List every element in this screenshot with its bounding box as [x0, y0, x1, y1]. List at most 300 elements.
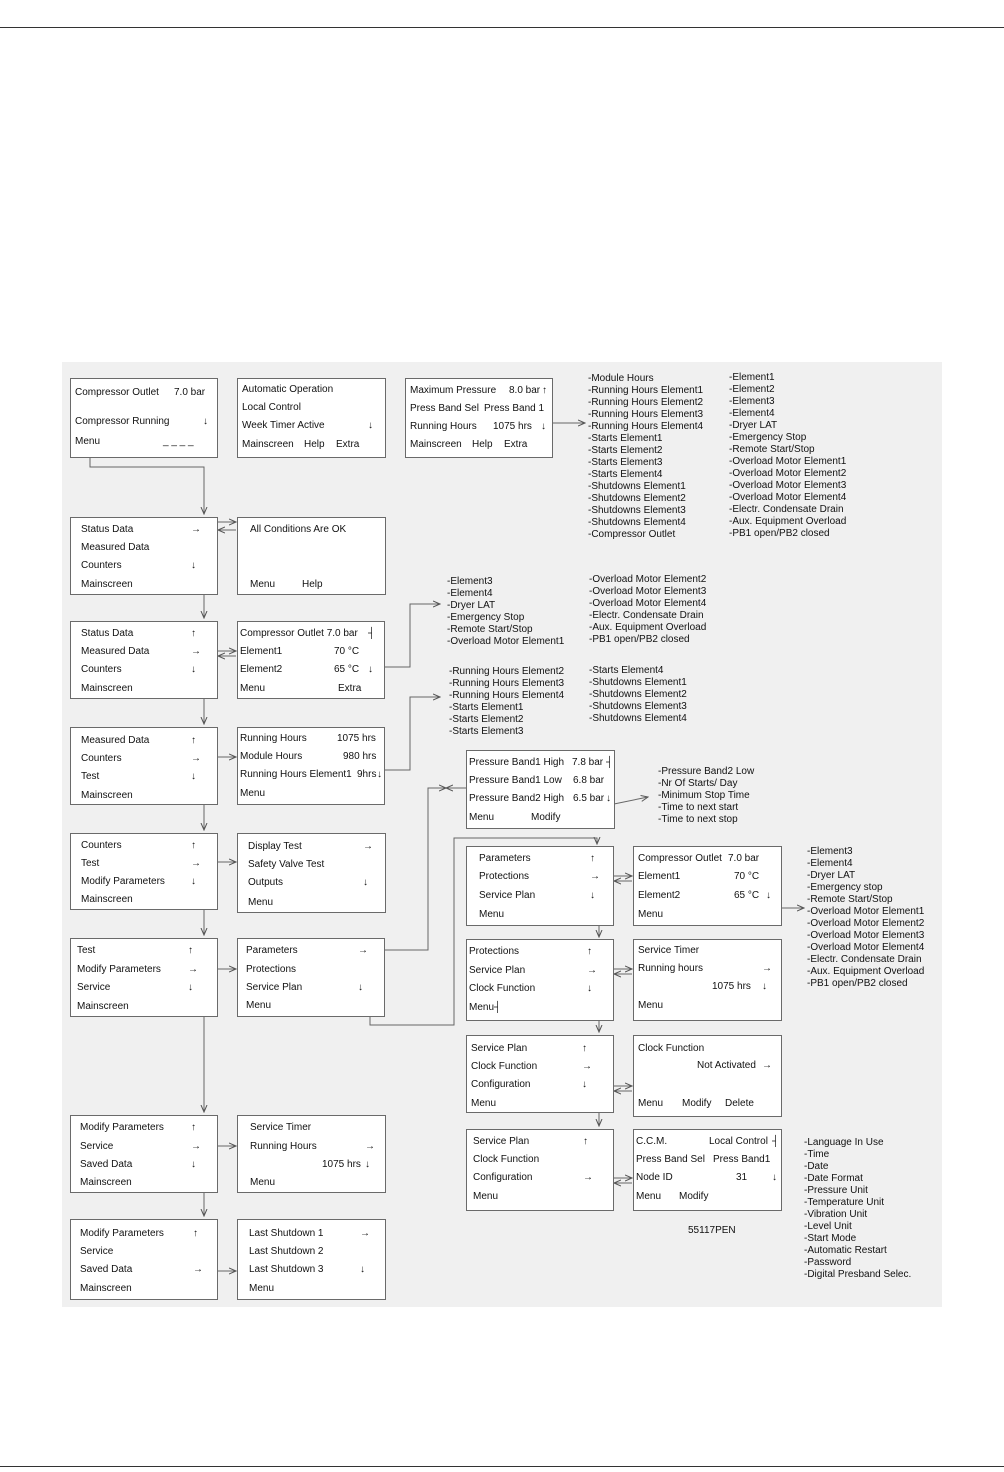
arrow-down-icon[interactable]: ↓ [541, 421, 546, 432]
arrow-up-icon[interactable]: ↑ [191, 735, 196, 746]
menu-item-measured-data[interactable]: Measured Data [81, 735, 150, 746]
list-item: -Starts Element2 [449, 714, 524, 725]
list-item: -Shutdowns Element3 [589, 701, 687, 712]
counters-list-b [589, 665, 687, 725]
menu-item-modify-parameters[interactable]: Modify Parameters [80, 1122, 164, 1133]
list-item: -Running Hours Element3 [449, 678, 565, 689]
status-message: All Conditions Are OK [250, 524, 347, 535]
parameters-item[interactable]: Parameters [246, 945, 298, 956]
saved-menu-box[interactable] [70, 1219, 218, 1300]
list-item: -Shutdowns Element2 [588, 493, 686, 504]
configuration-menu-box[interactable] [466, 1129, 614, 1211]
menu-item-mainscreen[interactable]: Mainscreen [80, 1283, 132, 1294]
list-item: -Electr. Condensate Drain [807, 954, 922, 965]
extra-hours-list [588, 373, 703, 541]
list-item: -Element3 [807, 846, 853, 857]
help-button[interactable]: Help [304, 439, 325, 450]
list-item: -Overload Motor Element3 [589, 586, 707, 597]
list-item: -Temperature Unit [804, 1197, 885, 1208]
list-item: -Overload Motor Element1 [807, 906, 925, 917]
list-item: -Automatic Restart [804, 1245, 887, 1256]
clock-function-box[interactable] [633, 1035, 782, 1117]
document-code: 55117PEN [688, 1225, 736, 1236]
ccm-label: C.C.M. [636, 1136, 668, 1147]
menu-button[interactable]: Menu┤ [469, 1002, 502, 1013]
list-item: -Level Unit [804, 1221, 852, 1232]
list-item: -Remote Start/Stop [807, 894, 893, 905]
arrow-right-icon[interactable]: → [191, 524, 201, 535]
modify-menu-box[interactable] [70, 938, 218, 1017]
main-menu-box[interactable] [237, 378, 386, 458]
menu-item-counters[interactable]: Counters [81, 840, 122, 851]
menu-button[interactable]: Menu [638, 1000, 664, 1011]
menu-button[interactable]: Menu [638, 909, 664, 920]
menu-item-service-plan[interactable]: Service Plan [471, 1043, 528, 1054]
running-hours-value: 1075 hrs [322, 1159, 361, 1170]
press-band-sel-label: Press Band Sel [636, 1154, 705, 1165]
scroll-end-icon: ┤ [606, 757, 614, 768]
list-item: -Starts Element3 [449, 726, 524, 737]
pb1-low-label: Pressure Band1 Low [469, 775, 562, 786]
measured-menu-box[interactable] [70, 621, 218, 699]
menu-item-measured-data[interactable]: Measured Data [81, 646, 150, 657]
extra-button[interactable]: Extra [504, 439, 528, 450]
menu-item-configuration[interactable]: Configuration [473, 1172, 533, 1183]
arrow-down-icon[interactable]: ↓ [368, 664, 373, 675]
element1-label: Element1 [240, 646, 283, 657]
list-item: -Dryer LAT [807, 870, 856, 881]
extra-button[interactable]: Extra [336, 439, 360, 450]
modify-button[interactable]: Modify [531, 812, 561, 823]
service-plan-item[interactable]: Service Plan [246, 982, 303, 993]
node-id-label: Node ID [636, 1172, 673, 1183]
list-item: -Running Hours Element3 [588, 409, 704, 420]
main-screen-box[interactable] [70, 378, 218, 458]
menu-item-mainscreen[interactable]: Mainscreen [81, 579, 133, 590]
arrow-down-icon[interactable]: ↓ [191, 876, 196, 887]
arrow-up-icon[interactable]: ↑ [191, 840, 196, 851]
bottom-rule [0, 1466, 1004, 1467]
list-item: -Shutdowns Element1 [589, 677, 687, 688]
arrow-right-icon[interactable]: → [191, 1141, 201, 1152]
list-item: -Overload Motor Element1 [729, 456, 847, 467]
scroll-end-icon: ┤ [772, 1136, 780, 1147]
list-item: -Emergency stop [807, 882, 883, 893]
measured-data-box[interactable] [237, 621, 385, 699]
list-item: -Element4 [807, 858, 853, 869]
list-item: -PB1 open/PB2 closed [807, 978, 908, 989]
list-item: -Starts Element1 [588, 433, 663, 444]
help-button[interactable]: Help [472, 439, 493, 450]
arrow-down-icon[interactable]: ↓ [368, 420, 373, 431]
menu-label[interactable]: Menu [75, 436, 101, 447]
modify-button[interactable]: Modify [679, 1191, 709, 1202]
arrow-right-icon[interactable]: → [583, 1172, 593, 1183]
arrow-down-icon[interactable]: ↓ [766, 890, 771, 901]
top-rule [0, 27, 1004, 28]
menu-item-service-plan[interactable]: Service Plan [473, 1136, 530, 1147]
arrow-up-icon[interactable]: ↑ [542, 385, 547, 396]
element2-label: Element2 [240, 664, 283, 675]
list-item: -Overload Motor Element4 [729, 492, 847, 503]
list-item: -Aux. Equipment Overload [729, 516, 847, 527]
pb1-high-label: Pressure Band1 High [469, 757, 565, 768]
arrow-down-icon[interactable]: ↓ [191, 1159, 196, 1170]
menu-item-clock-function[interactable]: Clock Function [469, 983, 536, 994]
list-item: -Starts Element4 [588, 469, 663, 480]
arrow-right-icon[interactable]: → [191, 753, 201, 764]
saved-data-box[interactable] [237, 1219, 386, 1300]
counters-menu-box[interactable] [70, 727, 218, 805]
list-item: -Shutdowns Element1 [588, 481, 686, 492]
arrow-up-icon[interactable]: ↑ [587, 946, 592, 957]
menu-item-saved-data[interactable]: Saved Data [80, 1264, 133, 1275]
list-item: -Running Hours Element1 [588, 385, 704, 396]
arrow-down-icon[interactable]: ↓ [365, 1159, 370, 1170]
element1-hours-value: 9hrs [357, 769, 377, 780]
list-item: -Emergency Stop [729, 432, 807, 443]
mode-text: Automatic Operation [242, 384, 334, 395]
delete-button[interactable]: Delete [725, 1098, 754, 1109]
safety-valve-test-item[interactable]: Safety Valve Test [248, 859, 325, 870]
menu-item-mainscreen[interactable]: Mainscreen [80, 1177, 132, 1188]
arrow-right-icon[interactable]: → [360, 1228, 370, 1239]
arrow-right-icon[interactable]: → [762, 963, 772, 974]
list-item: -Dryer LAT [447, 600, 496, 611]
modify-params-box[interactable] [237, 938, 385, 1017]
arrow-right-icon[interactable]: → [358, 945, 368, 956]
service-timer-label: Service Timer [250, 1122, 312, 1133]
extra-button[interactable]: Extra [338, 683, 362, 694]
counters-list-a [449, 666, 564, 738]
protections-menu-box[interactable] [466, 939, 614, 1021]
press-band-value: Press Band 1 [484, 403, 545, 414]
menu-item-status-data[interactable]: Status Data [81, 628, 134, 639]
counters-box[interactable] [237, 727, 385, 805]
menu-item-mainscreen[interactable]: Mainscreen [81, 790, 133, 801]
clock-function-title: Clock Function [638, 1043, 705, 1054]
outlet-value: 7.0 bar [174, 387, 206, 398]
menu-item-parameters[interactable]: Parameters [479, 853, 531, 864]
list-item: -Element4 [729, 408, 775, 419]
arrow-down-icon[interactable]: ↓ [191, 560, 196, 571]
menu-button[interactable]: Menu [636, 1191, 662, 1202]
menu-item-modify-parameters[interactable]: Modify Parameters [77, 964, 161, 975]
list-item: -Overload Motor Element4 [807, 942, 925, 953]
arrow-up-icon[interactable]: ↑ [193, 1228, 198, 1239]
menu-button[interactable]: Menu [469, 812, 495, 823]
element2-value: 65 °C [334, 664, 360, 675]
list-item: -Vibration Unit [804, 1209, 868, 1220]
list-item: -Password [804, 1257, 852, 1268]
max-pressure-label: Maximum Pressure [410, 385, 497, 396]
menu-item-service[interactable]: Service [77, 982, 111, 993]
press-band-value: Press Band1 [713, 1154, 771, 1165]
display-test-item[interactable]: Display Test [248, 841, 302, 852]
menu-item-protections[interactable]: Protections [479, 871, 530, 882]
pb1-high-value: 7.8 bar [572, 757, 604, 768]
list-item: -Element3 [447, 576, 493, 587]
running-hours-label: Running Hours [250, 1141, 317, 1152]
running-hours-value: 1075 hrs [337, 733, 376, 744]
node-id-value: 31 [736, 1172, 748, 1183]
pb1-low-value: 6.8 bar [573, 775, 605, 786]
list-item: -Pressure Unit [804, 1185, 868, 1196]
measured-list-a [447, 576, 564, 648]
test-menu-box[interactable] [70, 833, 218, 910]
menu-item-service-plan[interactable]: Service Plan [469, 965, 526, 976]
running-status: Compressor Running [75, 416, 170, 427]
list-item: -Starts Element1 [449, 702, 524, 713]
running-hours-label: Running Hours [240, 733, 307, 744]
module-hours-label: Module Hours [240, 751, 303, 762]
menu-button[interactable]: Menu [249, 1283, 275, 1294]
mainscreen-button[interactable]: Mainscreen [410, 439, 462, 450]
list-item: -Time to next stop [658, 814, 738, 825]
list-item: -Shutdowns Element4 [589, 713, 687, 724]
menu-button[interactable]: Menu [473, 1191, 499, 1202]
menu-button[interactable]: Menu [471, 1098, 497, 1109]
modify-button[interactable]: Modify [682, 1098, 712, 1109]
control-text: Local Control [242, 402, 301, 413]
parameters-menu-box[interactable] [466, 846, 614, 926]
list-item: -Module Hours [588, 373, 654, 384]
dashes: _ _ _ _ [163, 436, 194, 447]
menu-button[interactable]: Menu [638, 1098, 664, 1109]
arrow-down-icon[interactable]: ↓ [772, 1172, 777, 1183]
status-menu-box[interactable] [70, 517, 218, 595]
list-item: -Overload Motor Element2 [589, 574, 707, 585]
menu-item-status-data[interactable]: Status Data [81, 524, 134, 535]
pressure-band-box[interactable] [466, 750, 615, 829]
menu-item-clock-function[interactable]: Clock Function [473, 1154, 540, 1165]
list-item: -Element1 [729, 372, 775, 383]
press-band-sel-label: Press Band Sel [410, 403, 479, 414]
list-item: -Element4 [447, 588, 493, 599]
configuration-more-list [804, 1137, 911, 1281]
arrow-right-icon[interactable]: → [191, 858, 201, 869]
service-plan-box[interactable] [633, 939, 782, 1021]
arrow-right-icon[interactable]: → [188, 964, 198, 975]
list-item: -Running Hours Element2 [449, 666, 565, 677]
test-box[interactable] [237, 833, 386, 913]
list-item: -Element3 [729, 396, 775, 407]
arrow-up-icon[interactable]: ↑ [583, 1136, 588, 1147]
menu-item-modify-parameters[interactable]: Modify Parameters [80, 1228, 164, 1239]
menu-item-configuration[interactable]: Configuration [471, 1079, 531, 1090]
menu-button[interactable]: Menu [240, 788, 266, 799]
menu-item-mainscreen[interactable]: Mainscreen [77, 1001, 129, 1012]
list-item: -Start Mode [804, 1233, 857, 1244]
menu-item-service-plan[interactable]: Service Plan [479, 890, 536, 901]
element1-label: Element1 [638, 871, 681, 882]
arrow-right-icon[interactable]: → [582, 1061, 592, 1072]
list-item: -Remote Start/Stop [729, 444, 815, 455]
last-shutdown-1[interactable]: Last Shutdown 1 [249, 1228, 324, 1239]
protections-item[interactable]: Protections [246, 964, 297, 975]
list-item: -Emergency Stop [447, 612, 525, 623]
menu-item-protections[interactable]: Protections [469, 946, 520, 957]
list-item: -Time [804, 1149, 830, 1160]
protections-box[interactable] [633, 846, 782, 926]
list-item: -Starts Element2 [588, 445, 663, 456]
list-item: -Digital Presband Selec. [804, 1269, 912, 1280]
menu-item-modify-parameters[interactable]: Modify Parameters [81, 876, 165, 887]
element2-label: Element2 [638, 890, 681, 901]
list-item: -Electr. Condensate Drain [589, 610, 704, 621]
arrow-down-icon[interactable]: ↓ [191, 664, 196, 675]
compressor-outlet-value: 7.0 bar [728, 853, 760, 864]
list-item: -Overload Motor Element4 [589, 598, 707, 609]
mainscreen-button[interactable]: Mainscreen [242, 439, 294, 450]
menu-button[interactable]: Menu [250, 579, 276, 590]
list-item: -Compressor Outlet [588, 529, 676, 540]
list-item: -Running Hours Element2 [588, 397, 704, 408]
status-ok-box[interactable] [237, 517, 386, 595]
arrow-down-icon[interactable]: ↓ [590, 890, 595, 901]
arrow-down-icon[interactable]: ↓ [762, 981, 767, 992]
last-shutdown-2[interactable]: Last Shutdown 2 [249, 1246, 324, 1257]
service-menu-box[interactable] [70, 1115, 218, 1193]
arrow-right-icon[interactable]: → [587, 965, 597, 976]
configuration-box[interactable] [633, 1129, 782, 1211]
compressor-outlet-label: Compressor Outlet [638, 853, 722, 864]
menu-button[interactable]: Menu [246, 1000, 272, 1011]
list-item: -PB1 open/PB2 closed [729, 528, 830, 539]
running-hours-value: 1075 hrs [712, 981, 751, 992]
arrow-right-icon[interactable]: → [193, 1264, 203, 1275]
menu-button[interactable]: Menu [250, 1177, 276, 1188]
list-item: -Nr Of Starts/ Day [658, 778, 738, 789]
help-button[interactable]: Help [302, 579, 323, 590]
outputs-item[interactable]: Outputs [248, 877, 284, 888]
list-item: -Minimum Stop Time [658, 790, 750, 801]
list-item: -Aux. Equipment Overload [807, 966, 925, 977]
arrow-up-icon[interactable]: ↑ [191, 628, 196, 639]
arrow-down-icon[interactable]: ↓ [587, 983, 592, 994]
menu-item-counters[interactable]: Counters [81, 560, 122, 571]
menu-item-service[interactable]: Service [80, 1141, 114, 1152]
timer-text: Week Timer Active [242, 420, 325, 431]
element1-hours-label: Running Hours Element1 [240, 769, 352, 780]
arrow-down-icon[interactable]: ↓ [582, 1079, 587, 1090]
protections-more-list [807, 846, 924, 990]
menu-item-mainscreen[interactable]: Mainscreen [81, 894, 133, 905]
list-item: -Time to next start [658, 802, 739, 813]
menu-button[interactable]: Menu [240, 683, 266, 694]
running-hours-label: Running Hours [410, 421, 477, 432]
arrow-up-icon[interactable]: ↑ [191, 1122, 196, 1133]
service-plan-menu-box[interactable] [466, 1035, 614, 1113]
menu-item-test[interactable]: Test [81, 858, 100, 869]
pb2-high-value: 6.5 bar [573, 793, 605, 804]
list-item: -Overload Motor Element1 [447, 636, 565, 647]
arrow-down-icon[interactable]: ↓ [360, 1264, 365, 1275]
arrow-up-icon[interactable]: ↑ [188, 945, 193, 956]
arrow-right-icon[interactable]: → [191, 646, 201, 657]
list-item: -Shutdowns Element2 [589, 689, 687, 700]
service-box[interactable] [237, 1115, 386, 1193]
list-item: -Remote Start/Stop [447, 624, 533, 635]
menu-item-saved-data[interactable]: Saved Data [80, 1159, 133, 1170]
list-item: -Electr. Condensate Drain [729, 504, 844, 515]
outlet-reading: Compressor Outlet 7.0 bar [240, 628, 358, 639]
list-item: -Language In Use [804, 1137, 884, 1148]
element2-value: 65 °C [734, 890, 760, 901]
arrow-right-icon[interactable]: → [590, 871, 600, 882]
arrow-down-icon[interactable]: ↓ [606, 793, 611, 804]
element1-value: 70 °C [334, 646, 360, 657]
arrow-up-icon[interactable]: ↑ [582, 1043, 587, 1054]
arrow-right-icon[interactable]: → [365, 1141, 375, 1152]
arrow-down-icon[interactable]: ↓ [203, 416, 208, 427]
clock-status: Not Activated [697, 1060, 756, 1071]
service-timer-label: Service Timer [638, 945, 700, 956]
list-item: -Date Format [804, 1173, 863, 1184]
list-item: -PB1 open/PB2 closed [589, 634, 690, 645]
list-item: -Starts Element3 [588, 457, 663, 468]
list-item: -Date [804, 1161, 829, 1172]
last-shutdown-3[interactable]: Last Shutdown 3 [249, 1264, 324, 1275]
arrow-down-icon[interactable]: ↓ [377, 769, 382, 780]
ccm-value: Local Control [709, 1136, 768, 1147]
arrow-down-icon[interactable]: ↓ [363, 877, 368, 888]
compressor-outlet-label: Compressor Outlet [75, 387, 159, 398]
list-item: -Aux. Equipment Overload [589, 622, 707, 633]
arrow-down-icon[interactable]: ↓ [358, 982, 363, 993]
list-item: -Dryer LAT [729, 420, 778, 431]
menu-button[interactable]: Menu [479, 909, 505, 920]
list-item: -Running Hours Element4 [588, 421, 704, 432]
list-item: -Shutdowns Element3 [588, 505, 686, 516]
menu-item-counters[interactable]: Counters [81, 664, 122, 675]
list-item: -Running Hours Element4 [449, 690, 565, 701]
list-item: -Overload Motor Element3 [807, 930, 925, 941]
element1-value: 70 °C [734, 871, 760, 882]
menu-button[interactable]: Menu [248, 897, 274, 908]
menu-item-service[interactable]: Service [80, 1246, 114, 1257]
scroll-end-icon: ┤ [368, 628, 376, 639]
list-item: -Overload Motor Element3 [729, 480, 847, 491]
menu-item-test[interactable]: Test [81, 771, 100, 782]
list-item: -Shutdowns Element4 [588, 517, 686, 528]
list-item: -Pressure Band2 Low [658, 766, 755, 777]
list-item: -Overload Motor Element2 [729, 468, 847, 479]
list-item: -Element2 [729, 384, 775, 395]
menu-item-measured-data[interactable]: Measured Data [81, 542, 150, 553]
menu-item-clock-function[interactable]: Clock Function [471, 1061, 538, 1072]
arrow-up-icon[interactable]: ↑ [590, 853, 595, 864]
pb2-high-label: Pressure Band2 High [469, 793, 565, 804]
measured-list-b [589, 574, 706, 646]
extra-box[interactable] [405, 378, 553, 458]
max-pressure-value: 8.0 bar [509, 385, 541, 396]
menu-item-test[interactable]: Test [77, 945, 96, 956]
pressure-more-list [658, 766, 754, 826]
arrow-down-icon[interactable]: ↓ [188, 982, 193, 993]
menu-item-counters[interactable]: Counters [81, 753, 122, 764]
list-item: -Starts Element4 [589, 665, 664, 676]
menu-item-mainscreen[interactable]: Mainscreen [81, 683, 133, 694]
running-hours-label: Running hours [638, 963, 704, 974]
module-hours-value: 980 hrs [343, 751, 377, 762]
list-item: -Overload Motor Element2 [807, 918, 925, 929]
arrow-right-icon[interactable]: → [363, 841, 373, 852]
arrow-down-icon[interactable]: ↓ [191, 771, 196, 782]
extra-items-list [729, 372, 846, 540]
arrow-right-icon[interactable]: → [762, 1060, 772, 1071]
running-hours-value: 1075 hrs [493, 421, 532, 432]
